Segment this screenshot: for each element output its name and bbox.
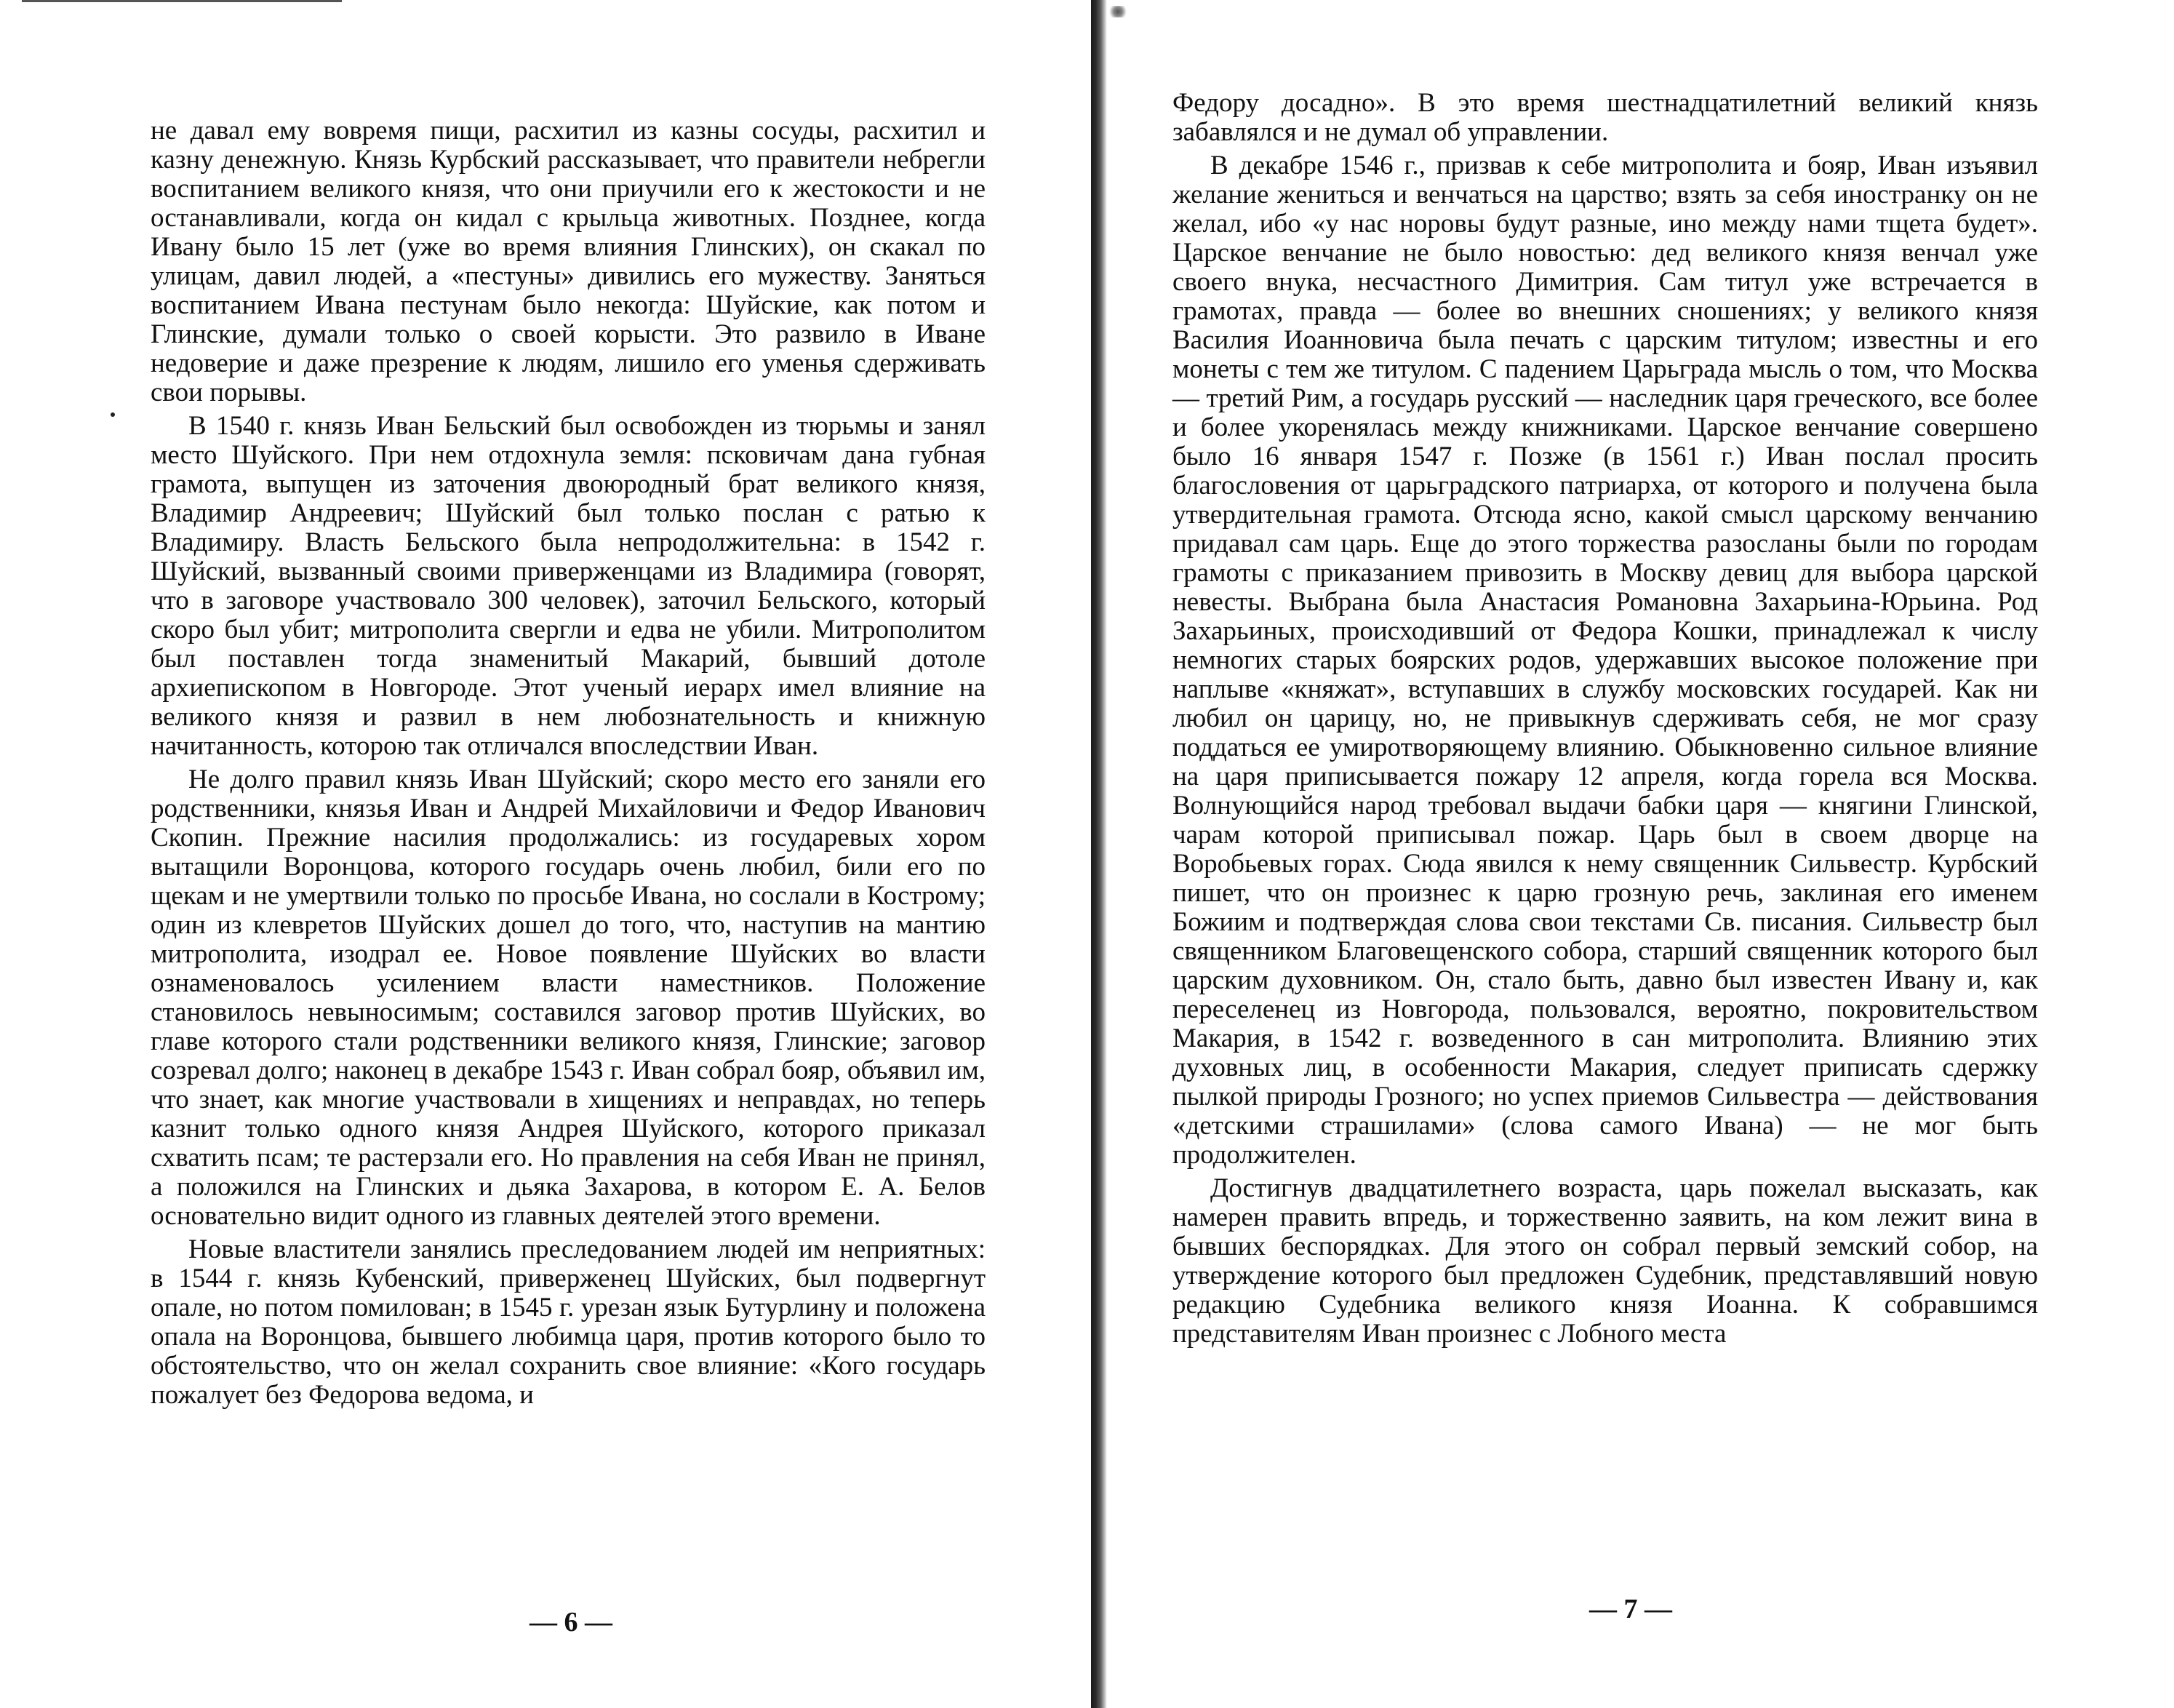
paragraph: Новые властители занялись преследованием людей им неприятных: в 1544 г. князь Кубенский, приверженец Шуйских, был подвергнут опале, но потом помилован; в 1545 г. урезан язык Бутурлину и положена опала на Воронцова, бывшего любимца царя, против которого было то обстоятельство, что он желал сохранить свое влияние: «Кого государь пожалует без Федорова ведома, и [151, 1234, 986, 1410]
page-number: — 7 — [1589, 1594, 1672, 1624]
paragraph: Федору досадно». В это время шестнадцатилетний великий князь забавлялся и не думал об управлении. [1172, 88, 2038, 147]
paragraph: Достигнув двадцатилетнего возраста, царь пожелал высказать, как намерен править впредь, и торжественно заявить, на ком лежит вина в бывших беспорядках. Для этого он собрал первый земский собор, на утверждение которого был предложен Судебник, представлявший новую редакцию Судебника великого князя Иоанна. К собравшимся представителям Иван произнес с Лобного места [1172, 1173, 2038, 1349]
paragraph: не давал ему вовремя пищи, расхитил из казны сосуды, расхитил и казну денежную. Князь Курбский рассказывает, что правители небрегли воспитанием великого князя, что они приучили его к жестокости и не останавливали, когда он кидал с крыльца животных. Позднее, когда Ивану было 15 лет (уже во время влияния Глинских), он скакал по улицам, давил людей, а «пестуны» дивились его мужеству. Заняться воспитанием Ивана пестунам было некогда: Шуйские, как потом и Глинские, думали только о своей корысти. Это развило в Иване недоверие и даже презрение к людям, лишило его уменья сдерживать свои порывы. [151, 116, 986, 407]
left-page-text [151, 116, 986, 1414]
scan-artifact [1107, 6, 1129, 17]
paragraph: В декабре 1546 г., призвав к себе митрополита и бояр, Иван изъявил желание жениться и венчаться на царство; взять за себя иностранку он не желал, ибо «у нас норовы будут разные, ино между нами тщета будет». Царское венчание не было новостью: дед великого князя венчал уже своего внука, несчастного Димитрия. Сам титул уже встречается в грамотах, правда — более во внешних сношениях; у великого князя Василия Иоанновича была печать с царским титулом; известны и его монеты с тем же титулом. С падением Царьграда мысль о том, что Москва — третий Рим, а государь русский — наследник царя греческого, все более и более укоренялась между книжниками. Царское венчание совершено было 16 января 1547 г. Позже (в 1561 г.) Иван послал просить благословения от царьградского патриарха, от которого и получена была утвердительная грамота. Отсюда ясно, какой смысл царскому венчанию придавал сам царь. Еще до этого торжества разосланы были по городам грамоты с приказанием привозить в Москву девиц для выбора царской невесты. Выбрана была Анастасия Романовна Захарьина-Юрьина. Род Захарьиных, происходивший от Федора Кошки, принадлежал к числу немногих старых боярских родов, удержавших высокое положение при наплыве «княжат», вступавших в службу московских государей. Как ни любил он царицу, но, не привыкнув сдерживать себя, не мог сразу поддаться ее умиротворяющему влиянию. Обыкновенно сильное влияние на царя приписывается пожару 12 апреля, когда горела вся Москва. Волнующийся народ требовал выдачи бабки царя — княгини Глинской, чарам которой приписывал пожар. Царь был в своем дворце на Воробьевых горах. Сюда явился к нему священник Сильвестр. Курбский пишет, что он произнес к царю грозную речь, заклиная его именем Божиим и подтверждая слова свои текстами Св. писания. Сильвестр был священником Благовещенского собора, старший священник которого был царским духовником. Он, стало быть, давно был известен Ивану и, как переселенец из Новгорода, пользовался, вероятно, покровительством Макария, в 1542 г. возведенного в сан митрополита. Влиянию этих духовных лиц, в особенности Макария, следует приписать сдержку пылкой природы Грозного; но успех приемов Сильвестра — действования «детскими страшилами» (слова самого Ивана) — не мог быть продолжителен. [1172, 151, 2038, 1170]
page-number: — 6 — [529, 1607, 612, 1637]
margin-mark [111, 412, 115, 417]
paragraph: Не долго правил князь Иван Шуйский; скоро место его заняли его родственники, князья Иван и Андрей Михайловичи и Федор Иванович Скопин. Прежние насилия продолжались: из государевых хором вытащили Воронцова, которого государь очень любил, били его по щекам и не умертвили только по просьбе Ивана, но сослали в Кострому; один из клевретов Шуйских дошел до того, что, наступив на мантию митрополита, изодрал ее. Новое появление Шуйских во власти ознаменовалось усилением власти наместников. Положение становилось невыносимым; составился заговор против Шуйских, во главе которого стали родственники великого князя, Глинские; заговор созревал долго; наконец в декабре 1543 г. Иван собрал бояр, объявил им, что знает, как многие участвовали в хищениях и неправдах, но теперь казнит только одного князя Андрея Шуйского, которого приказал схватить псам; те растерзали его. Но правления на себя Иван не принял, а положился на Глинских и дьяка Захарова, в котором Е. А. Белов основательно видит одного из главных деятелей этого времени. [151, 765, 986, 1231]
book-gutter [1091, 0, 1107, 1708]
top-rule [22, 0, 342, 2]
right-page-text [1172, 89, 2038, 1353]
right-page [1091, 0, 2174, 1708]
paragraph: В 1540 г. князь Иван Бельский был освобожден из тюрьмы и занял место Шуйского. При нем отдохнула земля: псковичам дана губная грамота, выпущен из заточения двоюродный брат великого князя, Владимир Андреевич; Шуйский был только послан с ратью к Владимиру. Власть Бельского была непродолжительна: в 1542 г. Шуйский, вызванный своими приверженцами из Владимира (говорят, что в заговоре участвовало 300 человек), заточил Бельского, который скоро был убит; митрополита свергли и едва не убили. Митрополитом был поставлен тогда знаменитый Макарий, бывший дотоле архиепископом в Новгороде. Этот ученый иерарх имел влияние на великого князя и развил в нем любознательность и книжную начитанность, которою так отличался впоследствии Иван. [151, 411, 986, 761]
